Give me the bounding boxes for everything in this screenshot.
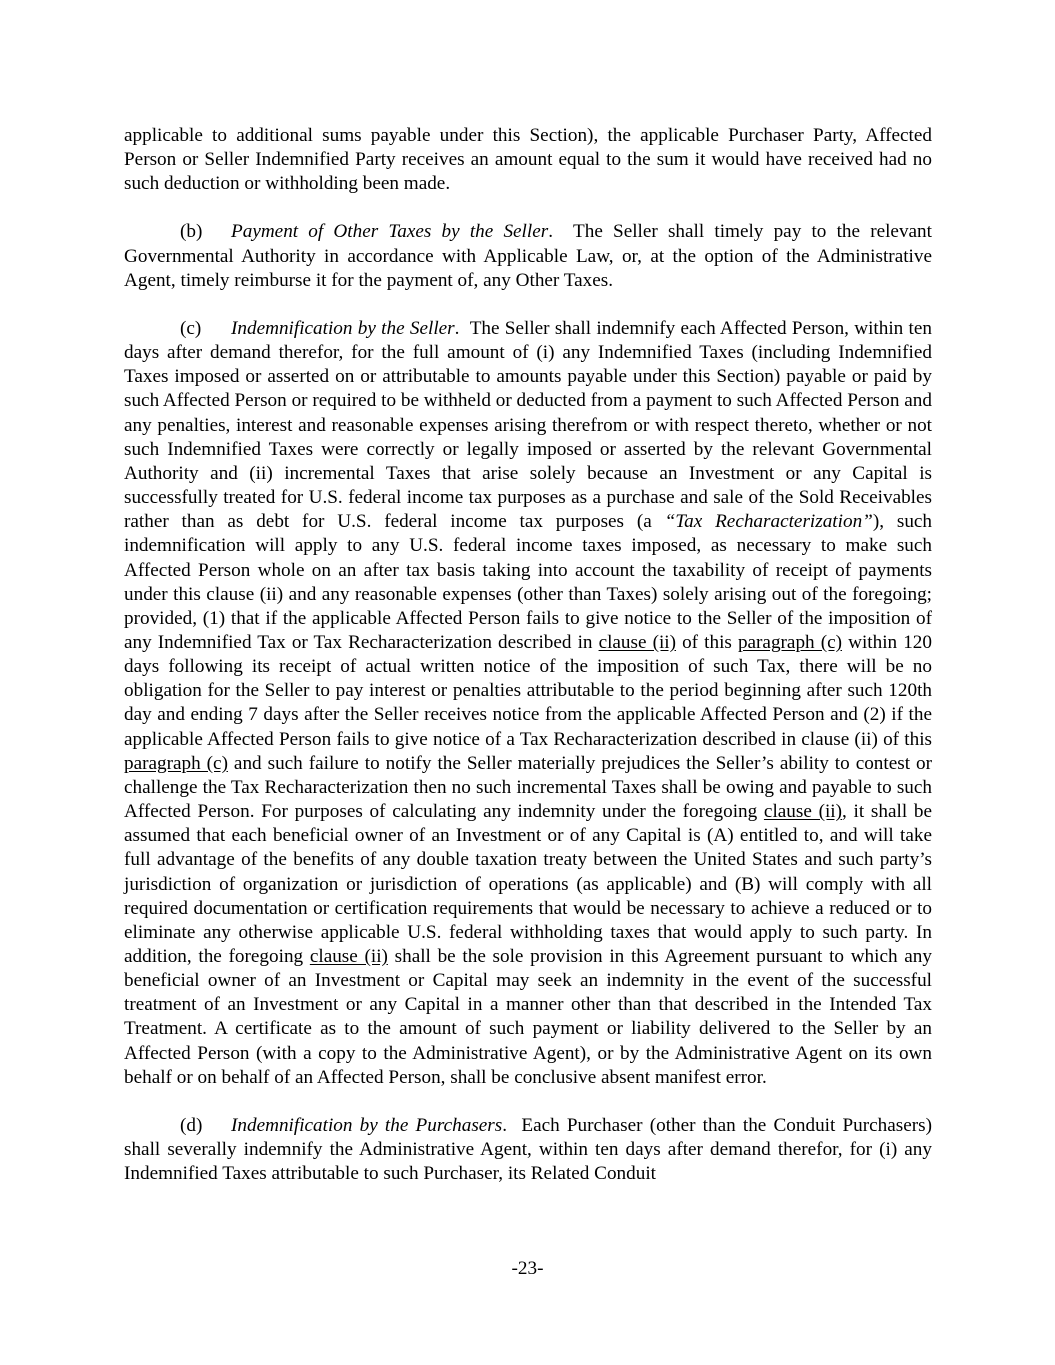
cross-reference: clause (ii) [763,801,843,823]
paragraph-c-text: ), such indemnification will apply to any U.S. federal income taxes imposed, as necessary to make such Affected Person whole on an after tax basis taking into account the taxability of receipt of payments under this clause (ii) and any reasonable expenses (other than Taxes) solely arising out of the foregoing; provided, (1) that if the applicable Affected Person fails to give notice to the Seller of the imposition of any Indemnified Tax or Tax Recharacterization described in [124,511,933,653]
paragraph-c-text: shall be the sole provision in this Agreement pursuant to which any beneficial owner of an Investment or Capital may seek an indemnity in the event of the successful treatment of an Investment or any Capital in a manner other than that described in the Intended Tax Treatment. A certificate as to the amount of such payment or liability delivered to the Seller by an Affected Person (with a copy to the Administrative Agent), or by the Administrative Agent on its own behalf or on behalf of an Affected Person, shall be conclusive absent manifest error. [124,946,932,1088]
cross-reference: clause (ii) [598,631,677,653]
paragraph-d-body: Each Purchaser (other than the Conduit Purchasers) shall severally indemnify the Administrative Agent, within ten days after demand therefor, for (i) any Indemnified Taxes attributable to such Purchaser, its Related Conduit [124,1114,932,1185]
paragraph-c-text: within 120 days following its receipt of actual written notice of the imposition of such Tax, there will be no obligation for the Seller to pay interest or penalties attributable to the period beginning after such 120th day and ending 7 days after the Seller receives notice from the applicable Affected Person and (2) if the applicable Affected Person fails to give notice of a Tax Recharacterization described in clause (ii) of this [124,631,932,750]
page-number: -23- [511,1258,544,1279]
defined-term: “Tax Recharacterization” [664,511,873,533]
paragraph-c-text: , it shall be assumed that each beneficial owner of an Investment or of any Capital is (A) entitled to, and will take full advantage of the benefits of any double taxation treaty between the United States and such party’s jurisdiction of organization or jurisdiction of operations (as applicable) and (B) will comply with all required documentation or certification requirements that would be necessary to achieve a reduced or to eliminate any otherwise applicable U.S. federal withholding taxes that would apply to such party. In addition, the foregoing [124,801,932,967]
cross-reference: paragraph (c) [737,631,843,653]
paragraph-d-heading: Indemnification by the Purchasers [231,1114,503,1136]
cross-reference: clause (ii) [309,946,388,967]
paragraph-b-body: The Seller shall timely pay to the relevant Governmental Authority in accordance with Applicable Law, or, at the option of the Administrative Agent, timely reimburse it for the payment of, any Other Taxes. [124,221,932,291]
paragraph-c-text: of this [676,631,738,653]
paragraph-c-heading: Indemnification by the Seller [231,317,455,339]
paragraph-c-text: and such failure to notify the Seller materially prejudices the Seller’s ability to contest or challenge the Tax Recharacterization then no such incremental Taxes shall be owing and payable to such Affected Person. For purposes of calculating any indemnity under the foregoing [124,752,933,823]
paragraph-b: (b) Payment of Other Taxes by the Seller. The Seller shall timely pay to the relevant Governmental Authority in accordance with Applicable Law, or, at the option of the Administrative Agent, timely reimburse it for the payment of, any Other Taxes. [124,221,932,291]
paragraph-d-label: (d) [180,1114,203,1136]
document-body [124,124,932,1210]
paragraph-c: (c) Indemnification by the Seller. The Seller shall indemnify each Affected Person, within ten days after demand therefor, for the full amount of (i) any Indemnified Taxes (including Indemnified Taxes imposed or asserted on or attributable to amounts payable under this Section) payable or paid by such Affected Person or required to be withheld or deducted from a payment to such Affected Person and any penalties, interest and reasonable expenses arising therefrom or with respect thereto, whether or not such Indemnified Taxes were correctly or legally imposed or asserted by the relevant Governmental Authority and (ii) incremental Taxes that arise solely because an Investment or any Capital is successfully treated for U.S. federal income tax purposes as a purchase and sale of the Sold Receivables rather than as debt for U.S. federal income tax purposes (a “Tax Recharacterization”), such indemnification will apply to any U.S. federal income taxes imposed, as necessary to make such Affected Person whole on an after tax basis taking into account the taxability of receipt of payments under this clause (ii) and any reasonable expenses (other than Taxes) solely arising out of the foregoing; provided, (1) that if the applicable Affected Person fails to give notice to the Seller of the imposition of any Indemnified Tax or Tax Recharacterization described in clause (ii) of this paragraph (c) within 120 days following its receipt of actual written notice of the imposition of such Tax, there will be no obligation for the Seller to pay interest or penalties attributable to the period beginning after such 120th day and ending 7 days after the Seller receives notice from the applicable Affected Person and (2) if the applicable Affected Person fails to give notice of a Tax Recharacterization described in clause (ii) of this paragraph (c) and such failure to notify the Seller materially prejudices the Seller’s ability to contest or challenge the Tax Recharacterization then no such incremental Taxes shall be owing and payable to such Affected Person. For purposes of calculating any indemnity under the foregoing clause (ii), it shall be assumed that each beneficial owner of an Investment or of any Capital is (A) entitled to, and will take full advantage of the benefits of any double taxation treaty between the United States and such party’s jurisdiction of organization or jurisdiction of operations (as applicable) and (B) will comply with all required documentation or certification requirements that would be necessary to achieve a reduced or to eliminate any otherwise applicable U.S. federal withholding taxes that would apply to such party. In addition, the foregoing clause (ii) shall be the sole provision in this Agreement pursuant to which any beneficial owner of an Investment or Capital may seek an indemnity in the event of the successful treatment of an Investment or any Capital in a manner other than that described in the Intended Tax Treatment. A certificate as to the amount of such payment or liability delivered to the Seller by an Affected Person (with a copy to the Administrative Agent), or by the Administrative Agent on its own behalf or on behalf of an Affected Person, shall be conclusive absent manifest error. [124,317,933,1088]
paragraph-d: (d) Indemnification by the Purchasers. Each Purchaser (other than the Conduit Purchasers) shall severally indemnify the Administrative Agent, within ten days after demand therefor, for (i) any Indemnified Taxes attributable to such Purchaser, its Related Conduit [124,1114,932,1185]
paragraph-a-continuation: applicable to additional sums payable under this Section), the applicable Purchaser Party, Affected Person or Seller Indemnified Party receives an amount equal to the sum it would have received had no such deduction or withholding been made. [124,125,932,195]
paragraph-c-label: (c) [180,317,202,339]
paragraph-b-heading: Payment of Other Taxes by the Seller [231,221,549,243]
cross-reference: paragraph (c) [124,752,228,774]
paragraph-c-text: The Seller shall indemnify each Affected Person, within ten days after demand therefor, for the full amount of (i) any Indemnified Taxes (including Indemnified Taxes imposed or asserted on or attributable to amounts payable under this Section) payable or paid by such Affected Person or required to be withheld or deducted from a payment to such Affected Person and any penalties, interest and reasonable expenses arising therefrom or with respect thereto, whether or not such Indemnified Taxes were correctly or legally imposed or asserted by the relevant Governmental Authority and (ii) incremental Taxes that arise solely because an Investment or any Capital is successfully treated for U.S. federal income tax purposes as a purchase and sale of the Sold Receivables rather than as debt for U.S. federal income tax purposes (a [124,317,933,533]
paragraph-b-label: (b) [180,221,203,243]
